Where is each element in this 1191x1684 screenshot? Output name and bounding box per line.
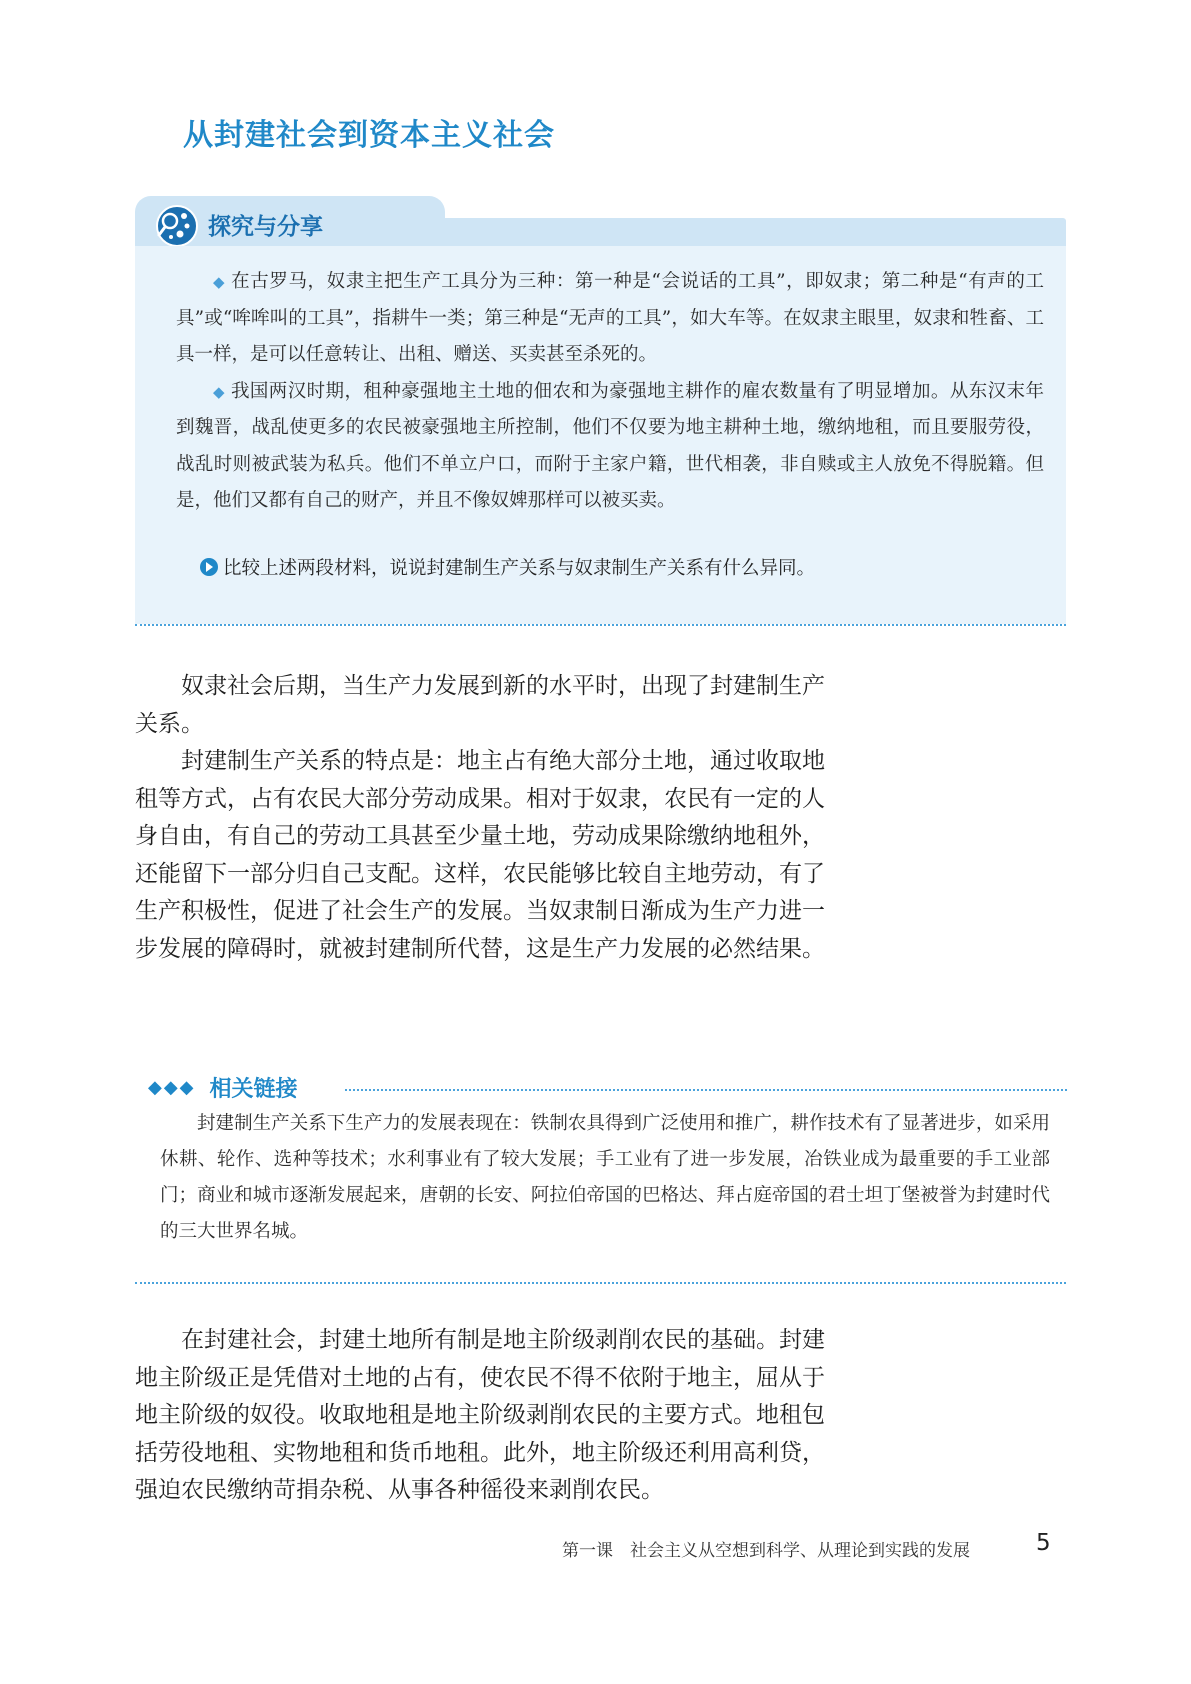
body-section-1 — [135, 668, 825, 968]
body-paragraph: 奴隶社会后期，当生产力发展到新的水平时，出现了封建制生产关系。 — [135, 673, 825, 737]
explore-paragraph: ◆ 在古罗马，奴隶主把生产工具分为三种：第一种是“会说话的工具”，即奴隶；第二种是“有声的工具”或“哞哞叫的工具”，指耕牛一类；第三种是“无声的工具”，如大车等。在奴隶主眼里，奴隶和牲畜、工具一样，是可以任意转让、出租、赠送、买卖甚至杀死的。 — [176, 271, 1044, 365]
explore-divider — [135, 624, 1066, 626]
explore-title: 探究与分享 — [208, 214, 323, 240]
page-number: 5 — [1036, 1530, 1051, 1556]
footer-lesson-title: 第一课 社会主义从空想到科学、从理论到实践的发展 — [562, 1541, 970, 1561]
related-link-bottom-divider — [135, 1282, 1066, 1284]
related-link-divider — [345, 1089, 1067, 1091]
section-title: 从封建社会到资本主义社会 — [183, 118, 555, 153]
diamond-row-icon: ◆◆◆ — [148, 1077, 196, 1098]
diamond-bullet-icon: ◆ — [213, 382, 225, 401]
arrow-circle-icon — [200, 558, 218, 576]
related-link-paragraph: 封建制生产关系下生产力的发展表现在：铁制农具得到广泛使用和推广，耕作技术有了显著进步，如采用休耕、轮作、选种等技术；水利事业有了较大发展；手工业有了进一步发展，冶铁业成为最重要的手工业部门；商业和城市逐渐发展起来，唐朝的长安、阿拉伯帝国的巴格达、拜占庭帝国的君士坦丁堡被誉为封建时代的三大世界名城。 — [160, 1113, 1050, 1242]
explore-paragraph: ◆ 我国两汉时期，租种豪强地主土地的佃农和为豪强地主耕作的雇农数量有了明显增加。从东汉末年到魏晋，战乱使更多的农民被豪强地主所控制，他们不仅要为地主耕种土地，缴纳地租，而且要服劳役，战乱时则被武装为私兵。他们不单立户口，而附于主家户籍，世代相袭，非自赎或主人放免不得脱籍。但是，他们又都有自己的财产，并且不像奴婢那样可以被买卖。 — [176, 380, 1044, 511]
related-link-header — [148, 1072, 298, 1103]
related-link-title: 相关链接 — [209, 1077, 298, 1102]
body-paragraph: 封建制生产关系的特点是：地主占有绝大部分土地，通过收取地租等方式，占有农民大部分劳动成果。相对于奴隶，农民有一定的人身自由，有自己的劳动工具甚至少量土地，劳动成果除缴纳地租外，还能留下一部分归自己支配。这样，农民能够比较自主地劳动，有了生产积极性，促进了社会生产的发展。当奴隶制日渐成为生产力进一步发展的障碍时，就被封建制所代替，这是生产力发展的必然结果。 — [135, 748, 825, 962]
body-section-2 — [135, 1322, 825, 1510]
body-paragraph: 在封建社会，封建土地所有制是地主阶级剥削农民的基础。封建地主阶级正是凭借对土地的占有，使农民不得不依附于地主，屈从于地主阶级的奴役。收取地租是地主阶级剥削农民的主要方式。地租包括劳役地租、实物地租和货币地租。此外，地主阶级还利用高利贷，强迫农民缴纳苛捐杂税、从事各种徭役来剥削农民。 — [135, 1327, 825, 1503]
question-text: 比较上述两段材料，说说封建制生产关系与奴隶制生产关系有什么异同。 — [223, 558, 816, 579]
explore-question — [200, 554, 815, 580]
diamond-bullet-icon: ◆ — [213, 273, 226, 291]
globe-magnifier-icon — [153, 202, 201, 250]
explore-text — [176, 264, 1044, 520]
related-link-text — [160, 1106, 1050, 1250]
